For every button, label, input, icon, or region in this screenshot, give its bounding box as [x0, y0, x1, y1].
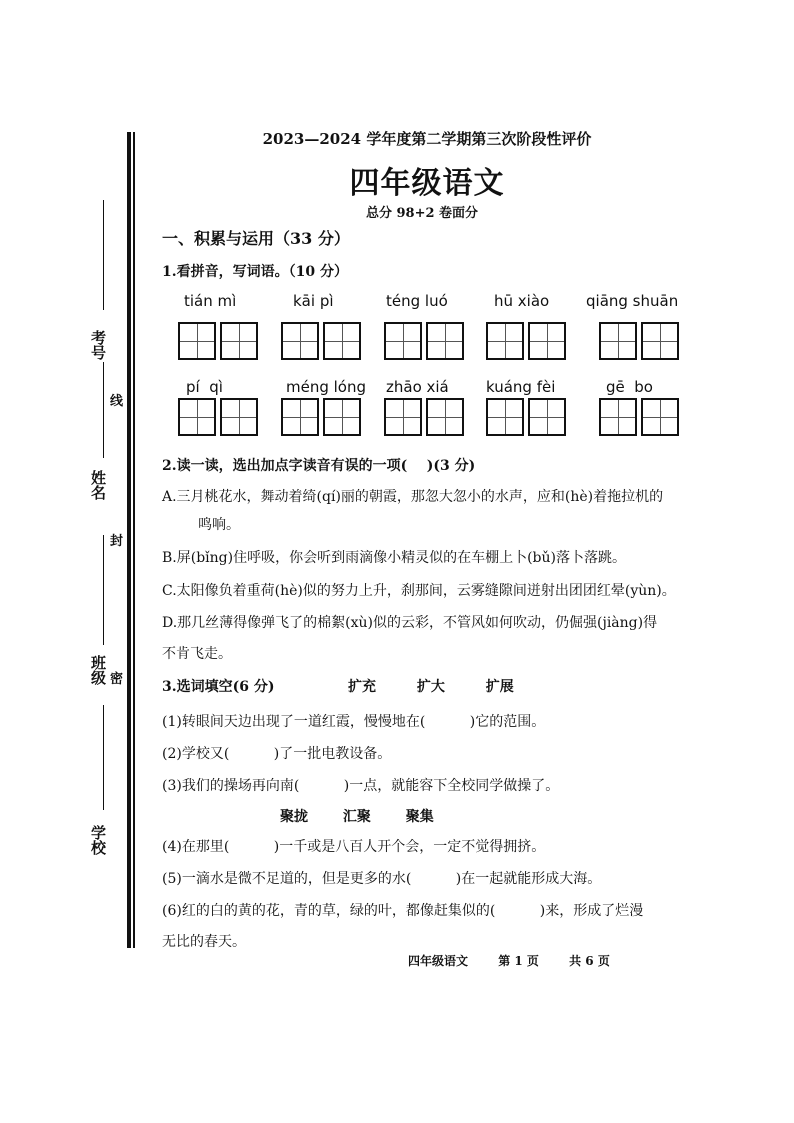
writing-box[interactable]: [426, 322, 464, 360]
pinyin-item: pí qì: [186, 378, 223, 396]
school-label: 学校: [89, 825, 107, 855]
writing-boxes-row-1: [176, 322, 716, 364]
writing-box[interactable]: [641, 398, 679, 436]
fill-line-1: (1)转眼间天边出现了一道红霞，慢慢地在( )它的范围。: [162, 714, 546, 730]
writing-box[interactable]: [599, 322, 637, 360]
pinyin-item: gē bo: [606, 378, 653, 396]
footer-total: 共 6 页: [569, 954, 610, 968]
page-footer: [408, 952, 636, 969]
pinyin-item: méng lóng: [286, 378, 367, 396]
word-choices-1: [348, 676, 550, 696]
question-1-title: 1.看拼音，写词语。（10 分）: [162, 264, 348, 280]
writing-box[interactable]: [486, 398, 524, 436]
writing-box[interactable]: [426, 398, 464, 436]
option-a: A.三月桃花水，舞动着绮(qí)丽的朝霞，那忽大忽小的水声，应和(hè)着拖拉机的: [162, 489, 664, 505]
writing-box[interactable]: [323, 322, 361, 360]
exam-subtitle: 2023—2024 学年度第二学期第三次阶段性评价: [262, 130, 592, 148]
pinyin-item: kāi pì: [293, 292, 334, 310]
writing-box[interactable]: [528, 398, 566, 436]
seal-char-seal: 封: [110, 534, 124, 549]
writing-box[interactable]: [384, 322, 422, 360]
word-choice: 聚拢: [280, 809, 308, 825]
writing-box[interactable]: [220, 322, 258, 360]
pinyin-item: qiāng shuān: [586, 292, 679, 310]
seal-char-secret: 密: [110, 672, 124, 687]
fill-line-6-cont: 无比的春天。: [162, 934, 246, 950]
option-a-cont: 鸣响。: [198, 517, 240, 533]
option-d-cont: 不肯飞走。: [162, 646, 232, 662]
writing-box[interactable]: [486, 322, 524, 360]
writing-box[interactable]: [178, 398, 216, 436]
fill-line-3: (3)我们的操场再向南( )一点，就能容下全校同学做操了。: [162, 778, 560, 794]
option-b: B.屏(bǐng)住呼吸，你会听到雨滴像小精灵似的在车棚上卜(bǔ)落卜落跳。: [162, 550, 626, 566]
class-label: 班级: [89, 655, 107, 685]
word-choice: 扩大: [416, 679, 445, 695]
option-d: D.那几丝薄得像弹飞了的棉絮(xù)似的云彩，不管风如何吹动，仍倔强(jiàng)得: [162, 615, 658, 631]
name-label: 姓名: [89, 470, 107, 500]
binding-line-inner: [133, 132, 135, 948]
fill-line-2: (2)学校又( )了一批电教设备。: [162, 746, 392, 762]
school-underline: [103, 705, 104, 810]
writing-box[interactable]: [641, 322, 679, 360]
fill-line-5: (5)一滴水是微不足道的，但是更多的水( )在一起就能形成大海。: [162, 871, 602, 887]
pinyin-item: zhāo xiá: [386, 378, 449, 396]
fill-line-4: (4)在那里( )一千或是八百人开个会，一定不觉得拥挤。: [162, 839, 546, 855]
exam-score: 总分 98+2 卷面分: [365, 206, 479, 221]
writing-boxes-row-2: [176, 398, 716, 440]
writing-box[interactable]: [384, 398, 422, 436]
word-choices-2: [280, 806, 464, 826]
question-3-title: 3.选词填空(6 分): [162, 679, 275, 695]
pinyin-row-1: [176, 292, 716, 316]
pinyin-item: tián mì: [184, 292, 237, 310]
footer-page: 第 1 页: [498, 954, 539, 968]
word-choice: 汇聚: [342, 809, 371, 825]
name-underline: [103, 362, 104, 458]
option-c: C.太阳像负着重荷(hè)似的努力上升，刹那间，云雾缝隙间迸射出团团红晕(yùn)。: [162, 583, 676, 599]
word-choice: 聚集: [405, 809, 434, 825]
pinyin-item: kuáng fèi: [486, 378, 556, 396]
writing-box[interactable]: [528, 322, 566, 360]
fill-line-6: (6)红的白的黄的花，青的草，绿的叶，都像赶集似的( )来，形成了烂漫: [162, 903, 644, 919]
question-2-title: 2.读一读，选出加点字读音有误的一项( )(3 分): [162, 458, 476, 474]
pinyin-item: hū xiào: [494, 292, 550, 310]
footer-subject: 四年级语文: [408, 954, 469, 968]
class-underline: [103, 535, 104, 645]
writing-box[interactable]: [178, 322, 216, 360]
section-title: 一、积累与运用（33 分）: [162, 229, 350, 248]
writing-box[interactable]: [281, 322, 319, 360]
word-choice: 扩充: [348, 679, 376, 695]
exam-title: 四年级语文: [349, 166, 505, 201]
pinyin-item: téng luó: [386, 292, 448, 310]
writing-box[interactable]: [599, 398, 637, 436]
writing-box[interactable]: [323, 398, 361, 436]
writing-box[interactable]: [281, 398, 319, 436]
word-choice: 扩展: [485, 679, 514, 695]
writing-box[interactable]: [220, 398, 258, 436]
binding-line: [127, 132, 131, 948]
exam-number-label: 考号: [89, 330, 107, 360]
seal-char-line: 线: [110, 394, 124, 409]
